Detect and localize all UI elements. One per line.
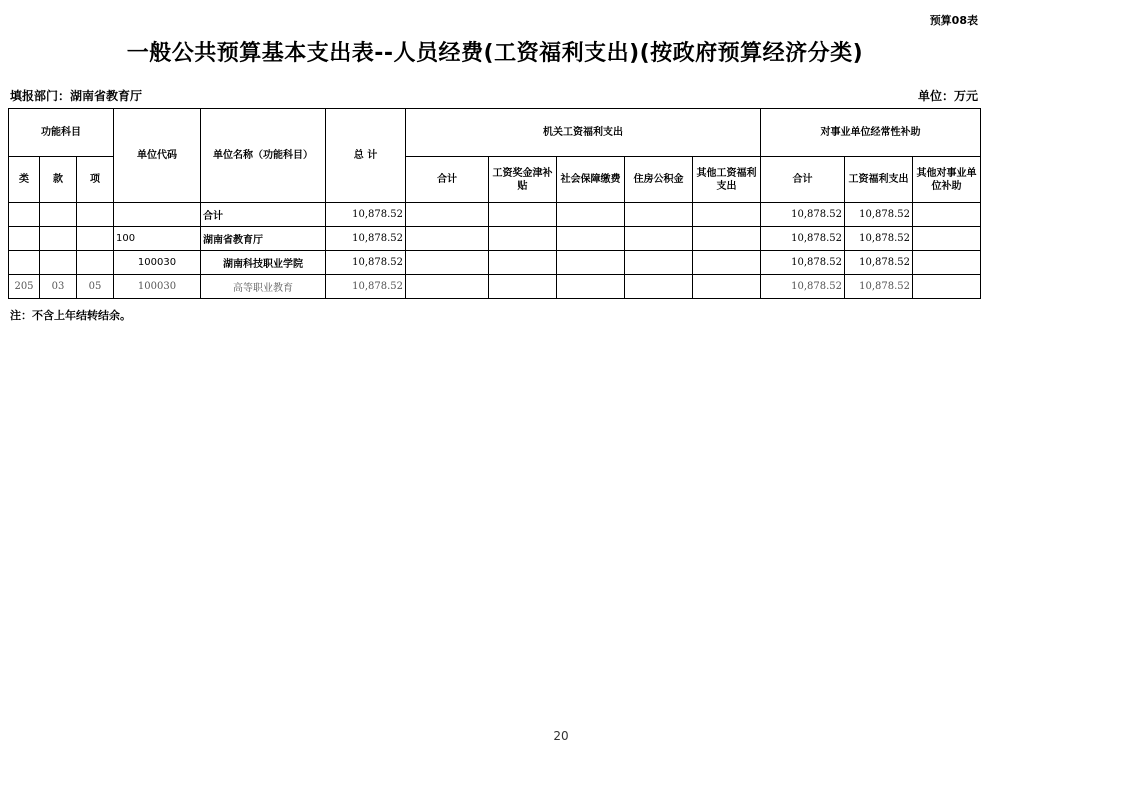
cell-code — [114, 203, 201, 227]
header-unit-name: 单位名称（功能科目） — [201, 109, 326, 203]
cell-code: 100030 — [114, 275, 201, 299]
table-header — [9, 109, 981, 203]
cell-inst-salary: 10,878.52 — [845, 227, 913, 251]
cell-org-other — [693, 227, 761, 251]
cell-org-social — [557, 203, 625, 227]
page-number: 20 — [553, 729, 569, 743]
cell-org-housing — [625, 275, 693, 299]
cell-kuan — [40, 251, 77, 275]
header-unit-code: 单位代码 — [114, 109, 201, 203]
header-inst-other: 其他对事业单位补助 — [913, 157, 981, 203]
cell-total: 10,878.52 — [326, 203, 406, 227]
cell-kuan — [40, 203, 77, 227]
unit-label: 单位：万元 — [917, 89, 978, 103]
cell-inst-salary: 10,878.52 — [845, 275, 913, 299]
cell-code: 100 — [114, 227, 201, 251]
cell-org-salary — [489, 275, 557, 299]
form-number: 预算08表 — [929, 14, 978, 27]
cell-total: 10,878.52 — [326, 275, 406, 299]
cell-code: 100030 — [114, 251, 201, 275]
cell-inst-other — [913, 251, 981, 275]
header-inst-sum: 合计 — [761, 157, 845, 203]
header-org-sum: 合计 — [406, 157, 489, 203]
header-org-social: 社会保障缴费 — [557, 157, 625, 203]
header-org-other: 其他工资福利支出 — [693, 157, 761, 203]
cell-org-housing — [625, 251, 693, 275]
cell-org-salary — [489, 251, 557, 275]
cell-total: 10,878.52 — [326, 227, 406, 251]
cell-org-salary — [489, 227, 557, 251]
table-body — [9, 203, 981, 299]
cell-name: 合计 — [201, 203, 326, 227]
budget-table — [8, 108, 981, 299]
cell-org-sum — [406, 251, 489, 275]
cell-org-social — [557, 275, 625, 299]
cell-org-sum — [406, 227, 489, 251]
cell-org-housing — [625, 203, 693, 227]
cell-org-other — [693, 251, 761, 275]
cell-lei — [9, 203, 40, 227]
cell-lei — [9, 251, 40, 275]
header-inst-group: 对事业单位经常性补助 — [761, 109, 981, 157]
cell-name: 湖南科技职业学院 — [201, 251, 326, 275]
cell-inst-other — [913, 275, 981, 299]
cell-org-sum — [406, 203, 489, 227]
cell-lei: 205 — [9, 275, 40, 299]
cell-org-sum — [406, 275, 489, 299]
header-lei: 类 — [9, 157, 40, 203]
cell-inst-salary: 10,878.52 — [845, 251, 913, 275]
header-inst-salary: 工资福利支出 — [845, 157, 913, 203]
footnote: 注：不含上年结转结余。 — [10, 309, 131, 322]
header-org-housing: 住房公积金 — [625, 157, 693, 203]
cell-org-other — [693, 275, 761, 299]
table-row-detail — [9, 275, 981, 299]
cell-xiang — [77, 227, 114, 251]
cell-org-housing — [625, 227, 693, 251]
cell-inst-sum: 10,878.52 — [761, 275, 845, 299]
header-total: 总 计 — [326, 109, 406, 203]
cell-org-salary — [489, 203, 557, 227]
header-kuan: 款 — [40, 157, 77, 203]
cell-xiang — [77, 203, 114, 227]
cell-org-social — [557, 227, 625, 251]
cell-xiang — [77, 251, 114, 275]
cell-name: 湖南省教育厅 — [201, 227, 326, 251]
cell-org-other — [693, 203, 761, 227]
cell-inst-other — [913, 227, 981, 251]
header-org-group: 机关工资福利支出 — [406, 109, 761, 157]
reporting-department: 填报部门：湖南省教育厅 — [10, 89, 143, 103]
cell-name: 高等职业教育 — [201, 275, 326, 299]
header-xiang: 项 — [77, 157, 114, 203]
header-org-salary: 工资奖金津补贴 — [489, 157, 557, 203]
cell-kuan — [40, 227, 77, 251]
cell-inst-sum: 10,878.52 — [761, 251, 845, 275]
cell-total: 10,878.52 — [326, 251, 406, 275]
table-row-total — [9, 203, 981, 227]
cell-kuan: 03 — [40, 275, 77, 299]
cell-inst-sum: 10,878.52 — [761, 227, 845, 251]
cell-xiang: 05 — [77, 275, 114, 299]
table-row-unit — [9, 251, 981, 275]
cell-lei — [9, 227, 40, 251]
cell-org-social — [557, 251, 625, 275]
page-title: 一般公共预算基本支出表--人员经费(工资福利支出)(按政府预算经济分类) — [126, 41, 864, 66]
cell-inst-salary: 10,878.52 — [845, 203, 913, 227]
cell-inst-other — [913, 203, 981, 227]
cell-inst-sum: 10,878.52 — [761, 203, 845, 227]
table-row-department — [9, 227, 981, 251]
header-func-subject: 功能科目 — [9, 109, 114, 157]
